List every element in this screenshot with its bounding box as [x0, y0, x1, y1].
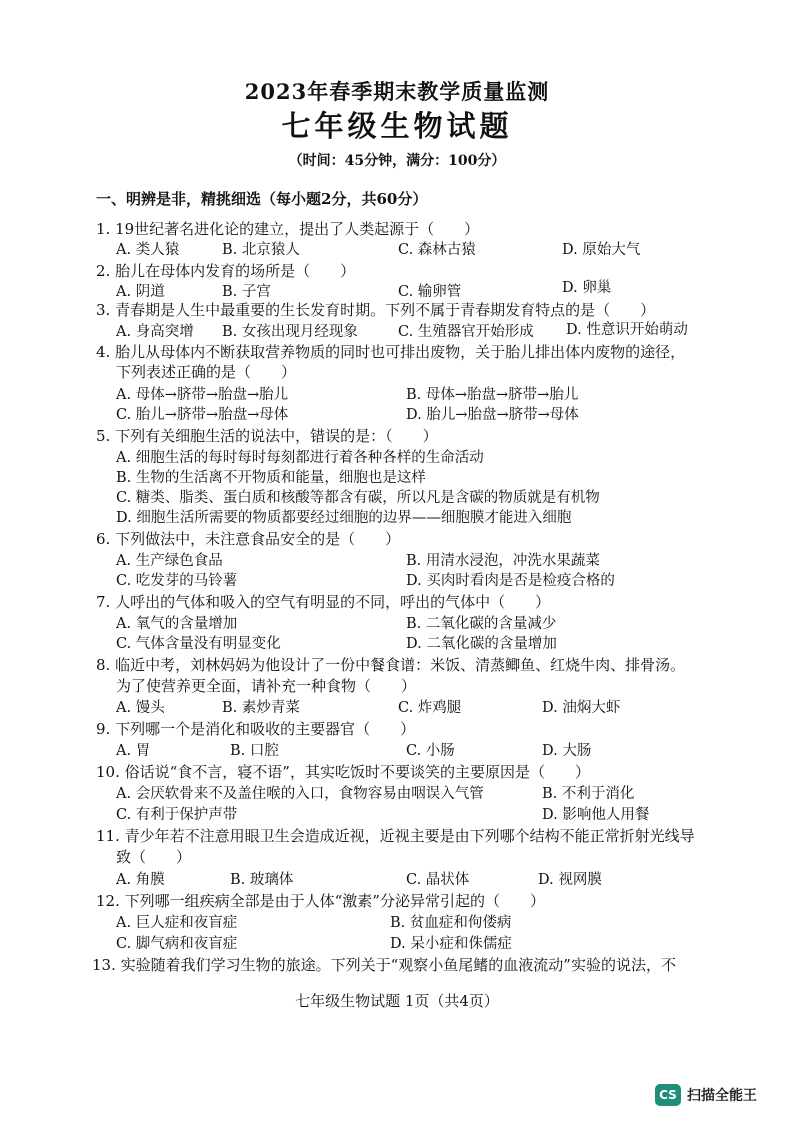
option: C. 小肠 — [406, 743, 455, 759]
option: A. 生产绿色食品 — [116, 553, 223, 569]
option: B. 不利于消化 — [542, 786, 635, 802]
option: C. 气体含量没有明显变化 — [116, 636, 281, 652]
exam-subject-title: 七年级生物试题 — [281, 109, 513, 143]
option: D. 呆小症和侏儒症 — [390, 936, 512, 952]
option: D. 买肉时看肉是否是检疫合格的 — [406, 573, 615, 589]
question-4-cont: 下列表述正确的是（ ） — [116, 363, 297, 381]
option: B. 母体→胎盘→脐带→胎儿 — [406, 387, 579, 403]
option: A. 角膜 — [116, 872, 165, 888]
option: B. 子宫 — [222, 284, 271, 300]
option: A. 母体→脐带→胎盘→胎儿 — [116, 387, 289, 403]
question-6: 6. 下列做法中，未注意食品安全的是（ ） — [96, 530, 401, 548]
option: A. 会厌软骨来不及盖住喉的入口，食物容易由咽误入气管 — [116, 786, 484, 802]
option: D. 原始大气 — [562, 242, 641, 258]
option: D. 卵巢 — [562, 280, 612, 296]
exam-title: 2023年春季期末教学质量监测 — [244, 79, 550, 104]
option: C. 炸鸡腿 — [398, 700, 462, 716]
option: B. 用清水浸泡，冲洗水果蔬菜 — [406, 553, 600, 569]
option: A. 巨人症和夜盲症 — [116, 915, 238, 931]
option: D. 胎儿→胎盘→脐带→母体 — [406, 407, 579, 423]
question-8: 8. 临近中考，刘林妈妈为他设计了一份中餐食谱：米饭、清蒸鲫鱼、红烧牛肉、排骨汤。 — [96, 656, 686, 674]
option: C. 生殖器官开始形成 — [398, 324, 534, 340]
option: A. 细胞生活的每时每时每刻都进行着各种各样的生命活动 — [116, 450, 484, 466]
option: A. 类人猿 — [116, 242, 180, 258]
exam-time-score: （时间：45分钟，满分：100分） — [288, 153, 506, 169]
question-12: 12. 下列哪一组疾病全部是由于人体“激素”分泌异常引起的（ ） — [96, 892, 545, 910]
question-7: 7. 人呼出的气体和吸入的空气有明显的不同，呼出的气体中（ ） — [96, 593, 551, 611]
option: D. 性意识开始萌动 — [566, 322, 688, 338]
option: C. 胎儿→脐带→胎盘→母体 — [116, 407, 289, 423]
option: C. 晶状体 — [406, 872, 470, 888]
option: B. 贫血症和佝偻病 — [390, 915, 512, 931]
option: C. 输卵管 — [398, 284, 462, 300]
option: A. 胃 — [116, 743, 151, 759]
question-9: 9. 下列哪一个是消化和吸收的主要器官（ ） — [96, 720, 416, 738]
option: B. 女孩出现月经现象 — [222, 324, 358, 340]
option: C. 糖类、脂类、蛋白质和核酸等都含有碳，所以凡是含碳的物质就是有机物 — [116, 490, 600, 506]
option: C. 森林古猿 — [398, 242, 476, 258]
option: A. 阴道 — [116, 284, 165, 300]
question-4: 4. 胎儿从母体内不断获取营养物质的同时也可排出废物，关于胎儿排出体内废物的途径， — [96, 343, 686, 361]
question-2: 2. 胎儿在母体内发育的场所是（ ） — [96, 262, 356, 280]
option: D. 二氧化碳的含量增加 — [406, 636, 557, 652]
scanner-app-name: 扫描全能王 — [687, 1088, 757, 1104]
option: D. 大肠 — [542, 743, 592, 759]
section-heading: 一、明辨是非，精挑细选（每小题2分，共60分） — [96, 190, 428, 208]
option: D. 影响他人用餐 — [542, 807, 650, 823]
option: A. 馒头 — [116, 700, 165, 716]
page-footer: 七年级生物试题 1页（共4页） — [295, 992, 499, 1010]
option: A. 身高突增 — [116, 324, 194, 340]
option: B. 玻璃体 — [230, 872, 294, 888]
option: B. 二氧化碳的含量减少 — [406, 616, 557, 632]
option: D. 细胞生活所需要的物质都要经过细胞的边界——细胞膜才能进入细胞 — [116, 510, 572, 526]
camscanner-icon: CS — [655, 1084, 681, 1106]
question-11: 11. 青少年若不注意用眼卫生会造成近视，近视主要是由下列哪个结构不能正常折射光线导 — [96, 827, 695, 845]
option: B. 口腔 — [230, 743, 279, 759]
option: C. 脚气病和夜盲症 — [116, 936, 238, 952]
question-5: 5. 下列有关细胞生活的说法中，错误的是：（ ） — [96, 427, 438, 445]
option: B. 素炒青菜 — [222, 700, 300, 716]
option: C. 吃发芽的马铃薯 — [116, 573, 238, 589]
option: C. 有利于保护声带 — [116, 807, 238, 823]
question-3: 3. 青春期是人生中最重要的生长发育时期。下列不属于青春期发育特点的是（ ） — [96, 301, 656, 319]
question-10: 10. 俗话说“食不言，寝不语”，其实吃饭时不要谈笑的主要原因是（ ） — [96, 763, 590, 781]
option: A. 氧气的含量增加 — [116, 616, 238, 632]
option: B. 生物的生活离不开物质和能量，细胞也是这样 — [116, 470, 426, 486]
option: D. 油焖大虾 — [542, 700, 621, 716]
question-8-cont: 为了使营养更全面，请补充一种食物（ ） — [116, 677, 417, 695]
question-13: 13. 实验随着我们学习生物的旅途。下列关于“观察小鱼尾鳍的血液流动”实验的说法，不 — [92, 956, 676, 974]
scanner-watermark — [655, 1084, 757, 1106]
question-11-cont: 致（ ） — [116, 848, 192, 866]
option: D. 视网膜 — [538, 872, 602, 888]
question-1: 1. 19世纪著名进化论的建立，提出了人类起源于（ ） — [96, 220, 480, 238]
option: B. 北京猿人 — [222, 242, 300, 258]
